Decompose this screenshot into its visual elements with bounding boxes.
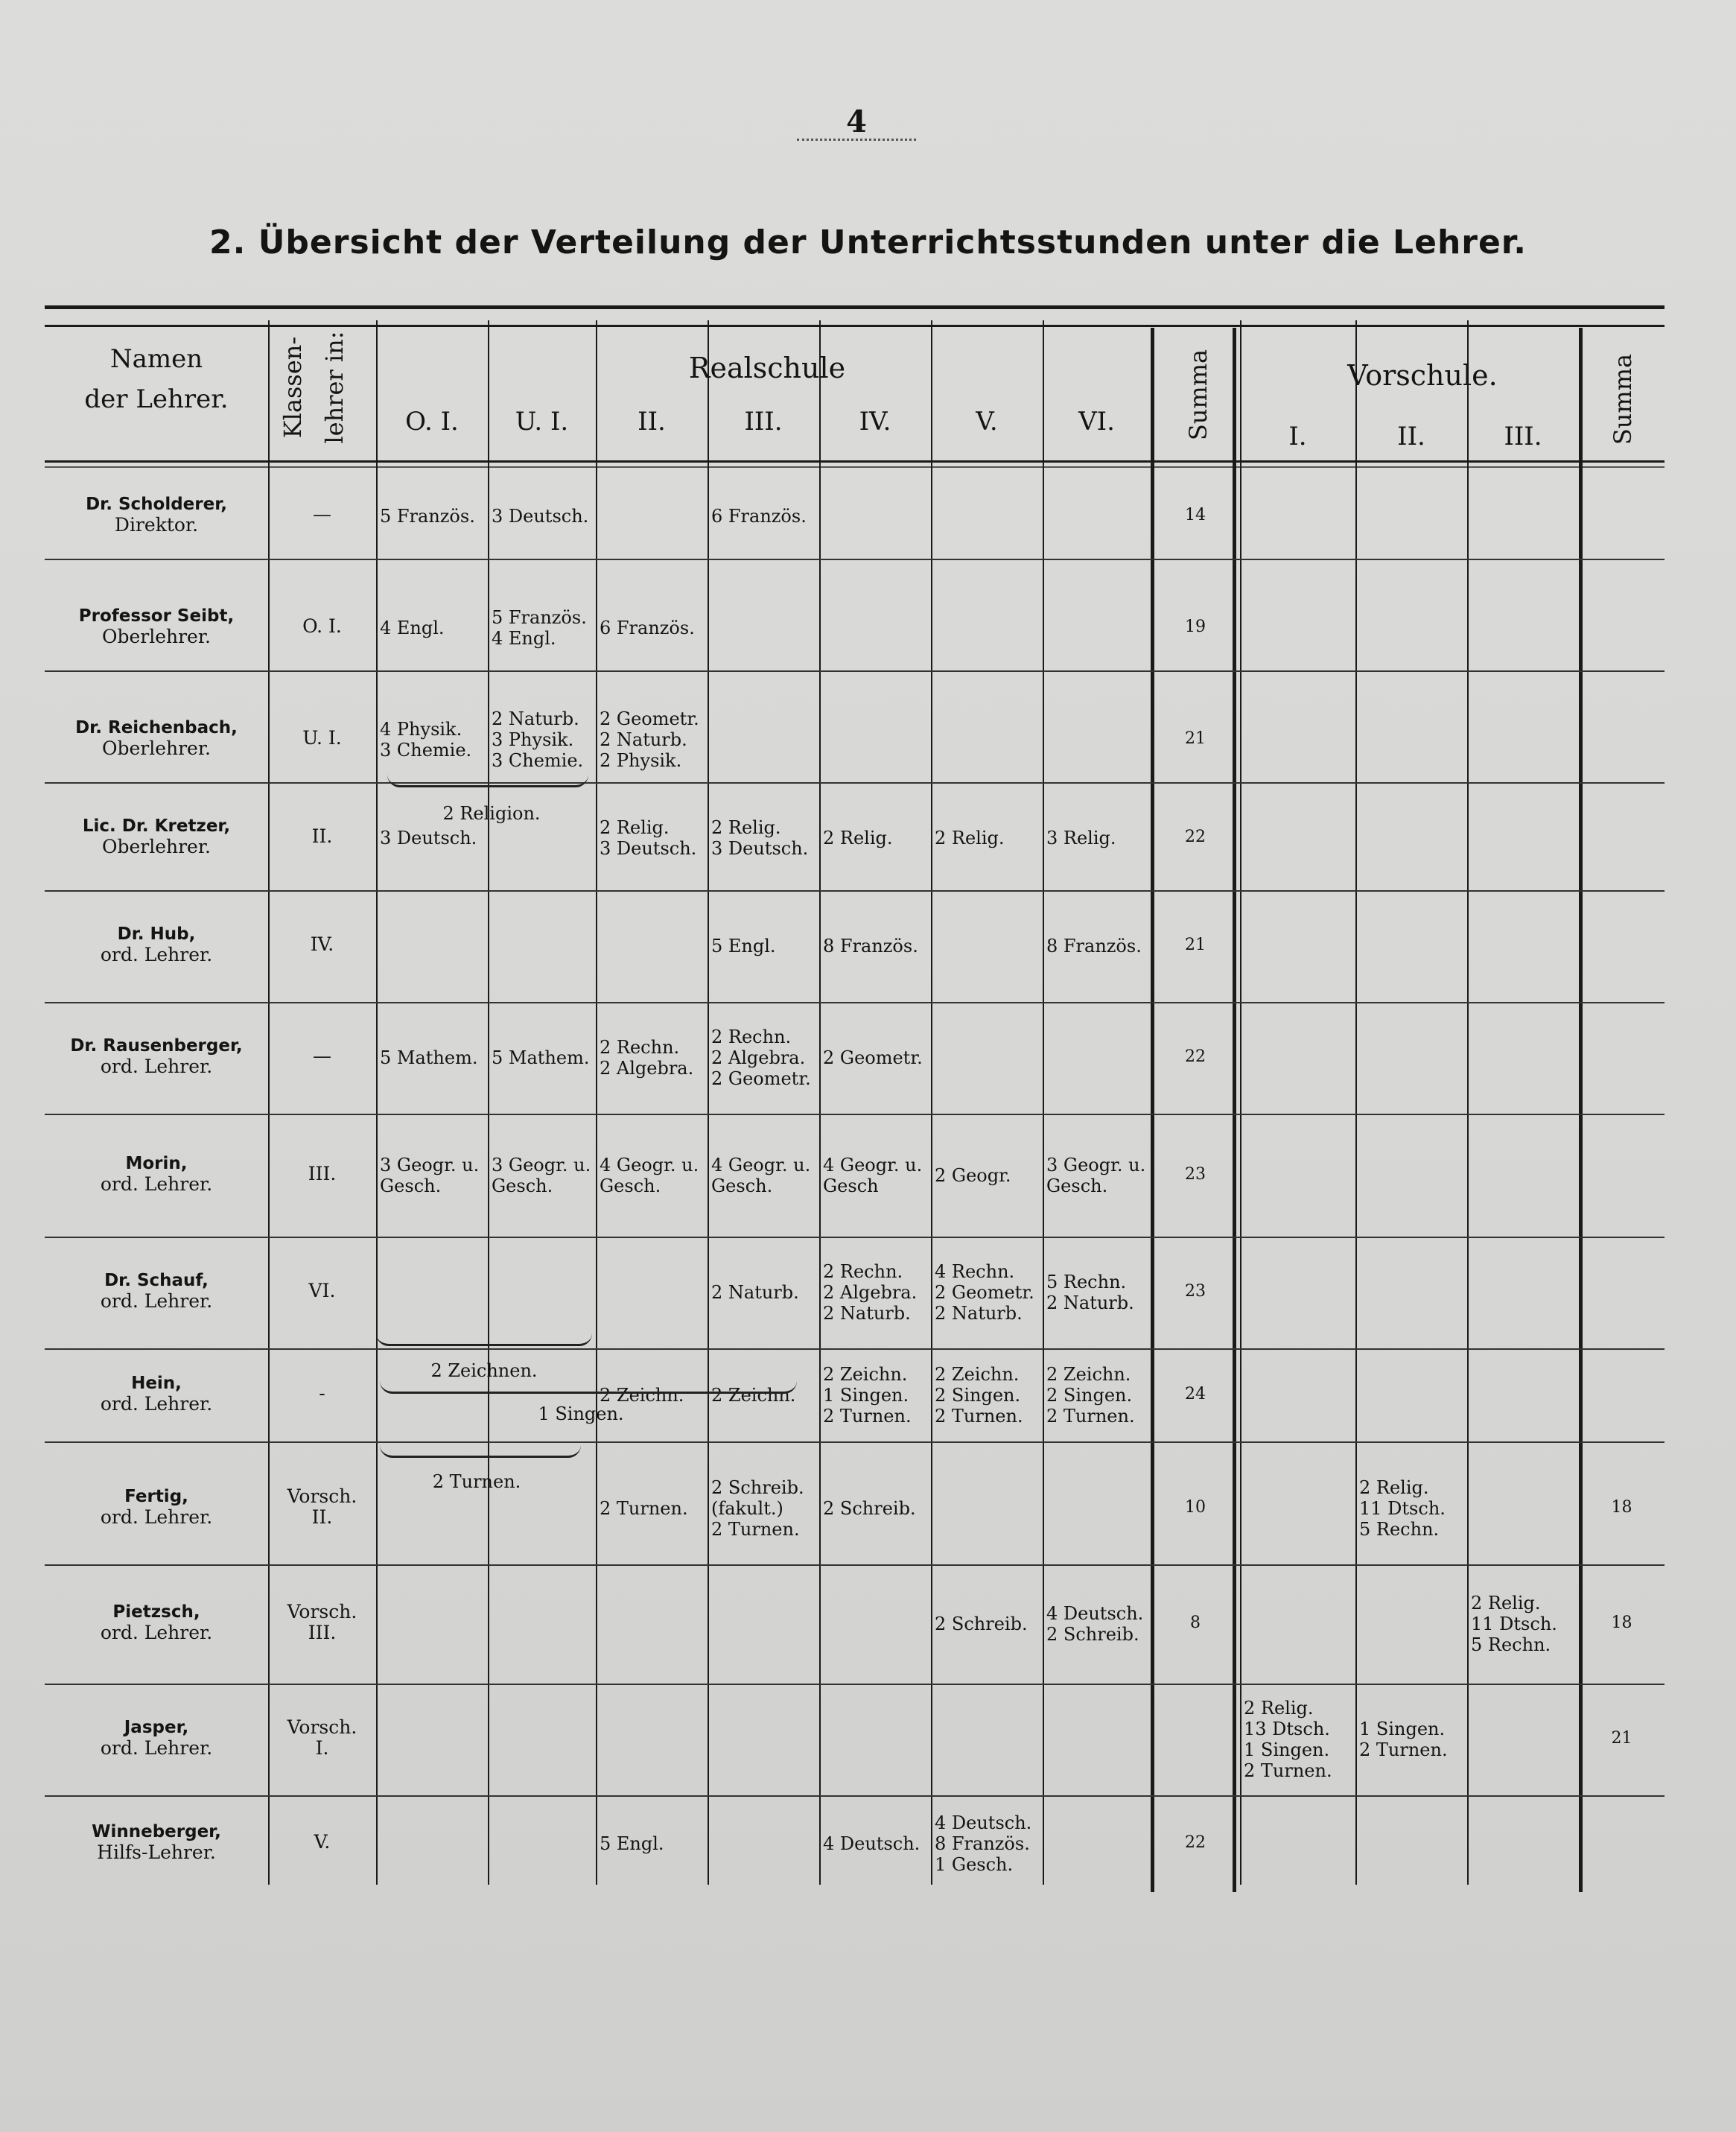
teacher-name-text: Morin, [125,1153,188,1173]
lesson-cell-v-line: 2 Zeichn. [935,1363,1020,1385]
row-separator [45,1564,1665,1566]
class-teacher-of [268,504,376,525]
lesson-cell-vI [1244,1698,1355,1781]
lesson-cell-vi [1046,1272,1151,1313]
teacher-role: Oberlehrer. [101,836,212,857]
teacher-name-text: Dr. Scholderer, [86,494,227,514]
lesson-cell-iv [823,1833,931,1854]
lesson-cell-iii-line: 2 Geometr. [711,1068,811,1089]
header-class-iv: IV. [859,407,891,437]
lesson-cell-ii-line: 2 Naturb. [600,729,687,750]
header-vorschule-class-vIII: III. [1504,422,1542,451]
column-rule [1355,320,1357,1885]
lesson-cell-v-line: 4 Deutsch. [935,1812,1032,1833]
lesson-cell-iv [823,1155,931,1196]
lesson-cell-oi-line: 4 Engl. [380,617,445,638]
lesson-cell-vI-line: 2 Turnen. [1244,1760,1332,1781]
teacher-name [45,1153,268,1195]
teacher-name [45,1602,268,1643]
lesson-cell-iv-line: 1 Singen. [823,1384,909,1406]
teacher-name-text: Pietzsch, [112,1602,200,1622]
row-separator [45,670,1665,672]
header-realschule: Realschule [688,352,846,384]
lesson-cell-vIII-line: 11 Dtsch. [1471,1614,1557,1634]
lesson-cell-vI-line: 13 Dtsch. [1244,1719,1330,1739]
singen-brace [380,1381,797,1394]
lesson-cell-vi-line: 8 Französ. [1046,936,1142,956]
lesson-cell-iv-line: 2 Algebra. [823,1282,918,1303]
lesson-cell-v-line: 8 Französ. [935,1833,1030,1854]
teacher-role: ord. Lehrer. [100,1290,213,1312]
class-teacher-line: Vorsch. [287,1485,357,1507]
header-class-v: V. [976,407,998,437]
header-names-line1: Namen [109,344,203,374]
lesson-cell-v-line: 2 Relig. [935,828,1005,848]
teacher-name-text: Jasper, [124,1718,189,1737]
lesson-cell-ui-line: 4 Engl. [492,627,556,649]
lesson-cell-vIII-line: 2 Relig. [1471,1593,1541,1614]
header-vorschule: Vorschule. [1347,359,1498,392]
row-separator [45,1114,1665,1115]
lesson-cell-vi-line: 2 Zeichn. [1046,1363,1131,1385]
lesson-cell-iv-line: 2 Rechn. [823,1261,903,1282]
page-number-ornament [797,139,916,145]
span-zeichnen: 2 Zeichnen. [430,1360,538,1381]
teacher-role: ord. Lehrer. [100,1622,213,1643]
lesson-cell-oi [380,506,488,527]
lesson-cell-iii [711,936,819,956]
header-class-vi: VI. [1078,407,1115,437]
class-teacher-line: III. [308,1162,337,1184]
lesson-cell-v [935,1261,1043,1324]
teacher-name [45,1270,268,1312]
lesson-cell-iv-line: 4 Deutsch. [823,1833,921,1854]
row-separator [45,1795,1665,1797]
row-summa: 21 [1185,936,1206,954]
row-vorschule-summa: 18 [1611,1614,1632,1632]
lesson-cell-ui-line: 3 Physik. [492,729,574,750]
class-teacher-line: U. I. [302,726,342,749]
lesson-cell-ii-line: 5 Engl. [600,1833,664,1854]
teacher-role: Oberlehrer. [101,737,212,759]
lesson-cell-ii [600,1833,708,1854]
row-vorschule-summa: 18 [1611,1498,1632,1517]
lesson-cell-vII-line: 1 Singen. [1359,1719,1446,1739]
lesson-cell-vII [1359,1477,1467,1540]
teacher-name-text: Dr. Schauf, [104,1271,209,1290]
class-teacher-of [268,1602,376,1643]
class-teacher-line: III. [308,1622,337,1643]
teacher-role: Oberlehrer. [101,625,212,647]
header-vorschule-class-vI: I. [1288,422,1307,451]
religion-brace [387,775,588,787]
page-title: 2. Übersicht der Verteilung der Unterrichtsstunden unter die Lehrer. [209,223,1527,261]
lesson-cell-vIII [1471,1593,1579,1655]
column-rule [488,320,489,1885]
lesson-cell-v-line: 2 Turnen. [935,1405,1023,1427]
header-summa: Summa [1184,349,1212,441]
span-singen: 1 Singen. [538,1403,624,1424]
teacher-name-text: Hein, [131,1373,182,1393]
lesson-cell-vII-line: 11 Dtsch. [1359,1498,1446,1519]
teacher-role: ord. Lehrer. [100,1737,213,1759]
lesson-cell-oi [380,618,488,638]
teacher-name [45,924,268,965]
lesson-cell-vi-line: 2 Turnen. [1046,1405,1135,1427]
header-summa2: Summa [1609,353,1637,445]
lesson-cell-iv-line: 2 Relig. [823,828,893,848]
header-class-iii: III. [744,407,783,437]
lesson-cell-ui [492,708,596,771]
row-summa: 8 [1190,1614,1201,1632]
row-summa: 23 [1185,1282,1206,1301]
lesson-cell-ii [600,618,708,638]
lesson-cell-vi-line: 4 Deutsch. [1046,1603,1144,1624]
lesson-cell-ui-line: 3 Chemie. [492,749,584,771]
lesson-cell-iii-line: 2 Relig. [711,817,781,838]
lesson-cell-ui-line: 5 Französ. [492,606,587,628]
lesson-cell-iv [823,1261,931,1324]
lesson-cell-oi-line: Gesch. [380,1175,442,1196]
teacher-role: Hilfs-Lehrer. [97,1841,216,1863]
header-class-ii: II. [638,407,666,437]
lesson-cell-v-line: 2 Schreib. [935,1614,1028,1634]
lesson-cell-ii-line: 2 Physik. [600,749,682,771]
lesson-cell-oi-line: 5 Französ. [380,505,475,527]
lesson-cell-ui [492,1047,596,1068]
teacher-name [45,606,268,647]
teacher-name-text: Professor Seibt, [78,606,235,626]
lesson-cell-iii-line: Gesch. [711,1175,773,1196]
row-separator [45,890,1665,892]
lesson-cell-ii [600,708,708,771]
lesson-cell-iv-line: Gesch [823,1175,879,1196]
lesson-cell-iii-line: 2 Rechn. [711,1027,792,1047]
lesson-cell-iv [823,1047,931,1068]
lesson-cell-iii [711,817,819,859]
teacher-name-text: Dr. Rausenberger, [70,1036,243,1056]
lesson-cell-ii-line: 2 Relig. [600,817,670,838]
column-rule [819,320,821,1885]
lesson-cell-v [935,1165,1043,1186]
lesson-cell-ii-line: 2 Zeichn. [600,1384,684,1406]
class-teacher-line: O. I. [302,615,342,637]
lesson-cell-ii-line: 2 Algebra. [600,1058,694,1079]
header-class-teacher-line1: Klassen- [279,336,307,439]
lesson-cell-iv [823,1364,931,1427]
lesson-cell-v [935,1614,1043,1634]
class-teacher-of [268,1486,376,1528]
lesson-cell-ii-line: 6 Französ. [600,617,695,638]
lesson-cell-iii [711,1477,819,1540]
lesson-cell-iv [823,828,931,848]
lesson-cell-vi-line: 3 Relig. [1046,828,1116,848]
lesson-cell-iii-line: 2 Turnen. [711,1519,800,1540]
row-vorschule-summa: 21 [1611,1729,1632,1748]
span-religion: 2 Religion. [442,803,541,824]
lesson-cell-iv-line: 4 Geogr. u. [823,1154,923,1176]
lesson-cell-iv-line: 8 Französ. [823,936,918,956]
class-teacher-line: II. [311,1506,333,1528]
lesson-cell-iii-line: 4 Geogr. u. [711,1154,811,1176]
teacher-name [45,494,268,536]
lesson-cell-ui-line: 3 Geogr. u. [492,1154,591,1176]
teacher-role: Direktor. [114,513,199,536]
teacher-name [45,1821,268,1863]
lesson-cell-v-line: 2 Singen. [935,1384,1021,1406]
lesson-cell-vi-line: 2 Schreib. [1046,1624,1139,1645]
class-teacher-line: — [313,503,331,525]
lesson-cell-vi-line: Gesch. [1046,1175,1108,1196]
class-teacher-of [268,1383,376,1404]
lesson-cell-ui-line: 2 Naturb. [492,708,579,729]
turnen-brace [380,1445,581,1458]
lesson-cell-iii-line: 2 Zeichn. [711,1384,796,1406]
zeichnen-brace [376,1333,592,1346]
lesson-cell-vII-line: 5 Rechn. [1359,1519,1440,1540]
teacher-name-text: Lic. Dr. Kretzer, [82,816,231,836]
lesson-cell-oi [380,1155,488,1196]
class-teacher-of [268,1164,376,1184]
page-number: 4 [846,104,867,139]
lesson-cell-vi-line: 2 Naturb. [1046,1292,1134,1313]
lesson-cell-oi [380,828,488,848]
lesson-cell-iv-line: 2 Naturb. [823,1303,911,1324]
row-summa: 22 [1185,1833,1206,1852]
class-teacher-of [268,1046,376,1067]
lesson-cell-ii-line: 4 Geogr. u. [600,1154,699,1176]
lesson-cell-iii-line: 3 Deutsch. [711,838,809,859]
lesson-cell-iv-line: 2 Zeichn. [823,1363,908,1385]
lesson-cell-iv-line: 2 Schreib. [823,1498,916,1519]
column-rule [376,320,378,1885]
teacher-name [45,1373,268,1415]
lesson-cell-v [935,1812,1043,1875]
row-summa: 23 [1185,1164,1206,1184]
lesson-cell-ii-line: 3 Deutsch. [600,838,697,859]
lesson-cell-iii-line: 2 Algebra. [711,1047,806,1068]
lesson-cell-vII-line: 2 Relig. [1359,1477,1429,1498]
class-teacher-of [268,1717,376,1759]
vorschule-rule-left [1233,328,1236,1892]
class-teacher-line: IV. [310,933,334,955]
class-teacher-line: II. [311,825,333,847]
table-top-rule [45,305,1665,309]
lesson-cell-vi [1046,1603,1151,1645]
teacher-role: ord. Lehrer. [100,1056,213,1077]
lesson-cell-iii [711,506,819,527]
row-summa: 21 [1185,729,1206,748]
lesson-cell-vII-line: 2 Turnen. [1359,1739,1448,1760]
lesson-cell-ui [492,607,596,649]
class-teacher-of [268,1832,376,1853]
class-teacher-line: - [319,1382,325,1404]
lesson-cell-v-line: 2 Geogr. [935,1164,1011,1186]
lesson-cell-ii [600,1037,708,1079]
lesson-cell-iv-line: 2 Geometr. [823,1047,923,1068]
lesson-cell-iii-line: 2 Naturb. [711,1282,799,1303]
header-class-teacher-line2: lehrer in: [320,331,349,444]
column-rule [1467,320,1469,1885]
column-rule [1240,320,1241,1885]
lesson-cell-v-line: 1 Gesch. [935,1854,1014,1875]
lesson-cell-ui [492,1155,596,1196]
row-separator [45,1441,1665,1443]
class-teacher-of [268,826,376,847]
lesson-cell-iii [711,1282,819,1303]
lesson-cell-vi [1046,828,1151,848]
lesson-cell-ii-line: 2 Rechn. [600,1037,680,1058]
vorschule-summa-rule [1579,328,1583,1892]
lesson-cell-v-line: 4 Rechn. [935,1261,1015,1282]
lesson-cell-v-line: 2 Geometr. [935,1282,1034,1303]
lesson-cell-ui-line: 5 Mathem. [492,1047,590,1068]
column-rule [596,320,597,1885]
lesson-cell-oi-line: 3 Chemie. [380,739,472,761]
teacher-name-text: Dr. Reichenbach, [75,717,238,737]
lesson-cell-iv [823,936,931,956]
row-separator [45,782,1665,784]
lesson-cell-ii-line: 2 Geometr. [600,708,699,729]
row-summa: 10 [1185,1498,1206,1517]
lesson-cell-vi-line: 5 Rechn. [1046,1272,1127,1292]
row-separator [45,1348,1665,1350]
lesson-cell-ii-line: 2 Turnen. [600,1498,688,1519]
class-teacher-line: Vorsch. [287,1716,357,1738]
lesson-cell-vi [1046,936,1151,956]
teacher-name [45,1486,268,1528]
lesson-cell-oi [380,719,488,761]
lesson-cell-ii [600,817,708,859]
class-teacher-of [268,728,376,749]
teacher-name-text: Winneberger, [92,1822,221,1841]
lesson-cell-vII [1359,1719,1467,1760]
header-class-ui: U. I. [515,407,569,437]
lesson-cell-oi-line: 5 Mathem. [380,1047,478,1068]
header-bottom-rule-2 [45,466,1665,468]
lesson-cell-vi [1046,1364,1151,1427]
lesson-cell-v [935,828,1043,848]
row-summa: 22 [1185,828,1206,846]
lesson-cell-vIII-line: 5 Rechn. [1471,1634,1551,1655]
lesson-cell-iv-line: 2 Turnen. [823,1405,912,1427]
class-teacher-of [268,616,376,637]
lesson-cell-vi [1046,1155,1151,1196]
lesson-cell-iii [711,1027,819,1089]
teacher-name [45,717,268,759]
row-summa: 24 [1185,1384,1206,1403]
column-rule [268,320,270,1885]
class-teacher-line: VI. [308,1280,336,1301]
lesson-cell-iii [711,1155,819,1196]
lesson-cell-oi-line: 3 Geogr. u. [380,1154,480,1176]
column-rule [931,320,932,1885]
lesson-cell-ii-line: Gesch. [600,1175,661,1196]
column-rule [1043,320,1044,1885]
row-separator [45,1684,1665,1685]
teacher-role: ord. Lehrer. [100,1392,213,1415]
teacher-name-text: Dr. Hub, [117,924,196,944]
span-turnen: 2 Turnen. [432,1471,521,1492]
row-separator [45,1002,1665,1003]
class-teacher-of [268,934,376,955]
teacher-name [45,816,268,857]
row-summa: 14 [1185,505,1206,524]
lesson-cell-oi [380,1047,488,1068]
teacher-role: ord. Lehrer. [100,1506,213,1528]
class-teacher-line: Vorsch. [287,1601,357,1622]
summa-rule-left [1151,328,1154,1892]
header-names-line2: der Lehrer. [84,384,229,414]
row-separator [45,1237,1665,1238]
lesson-cell-v-line: 2 Naturb. [935,1303,1023,1324]
lesson-cell-iii-line: 5 Engl. [711,936,776,956]
header-class-oi: O. I. [405,407,459,437]
class-teacher-line: — [313,1045,331,1067]
lesson-cell-iii-line: 6 Französ. [711,505,807,527]
lesson-cell-ui-line: 3 Deutsch. [492,505,589,527]
lesson-cell-iv [823,1498,931,1519]
header-vorschule-class-vII: II. [1397,422,1425,451]
teacher-name [45,1717,268,1759]
row-summa: 19 [1185,617,1206,636]
lesson-cell-ii [600,1498,708,1519]
class-teacher-of [268,1281,376,1301]
lesson-cell-vi-line: 3 Geogr. u. [1046,1154,1146,1176]
lesson-cell-vI-line: 1 Singen. [1244,1739,1330,1760]
lesson-cell-vi-line: 2 Singen. [1046,1384,1133,1406]
column-rule [708,320,709,1885]
class-teacher-line: V. [314,1831,331,1853]
lesson-cell-iii-line: 2 Schreib. [711,1477,804,1498]
lesson-cell-v [935,1364,1043,1427]
lesson-cell-iii-line: (fakult.) [711,1498,783,1519]
lesson-cell-ui-line: Gesch. [492,1175,553,1196]
lesson-cell-ii [600,1155,708,1196]
teacher-role: ord. Lehrer. [100,944,213,965]
lesson-cell-vI-line: 2 Relig. [1244,1698,1314,1719]
row-summa: 22 [1185,1047,1206,1066]
class-teacher-line: I. [315,1737,329,1759]
lesson-cell-ui [492,506,596,527]
row-separator [45,559,1665,560]
lesson-cell-oi-line: 4 Physik. [380,718,462,740]
teacher-name-text: Fertig, [124,1487,188,1506]
teacher-role: ord. Lehrer. [100,1173,213,1195]
lesson-cell-oi-line: 3 Deutsch. [380,828,477,848]
teacher-name [45,1035,268,1077]
